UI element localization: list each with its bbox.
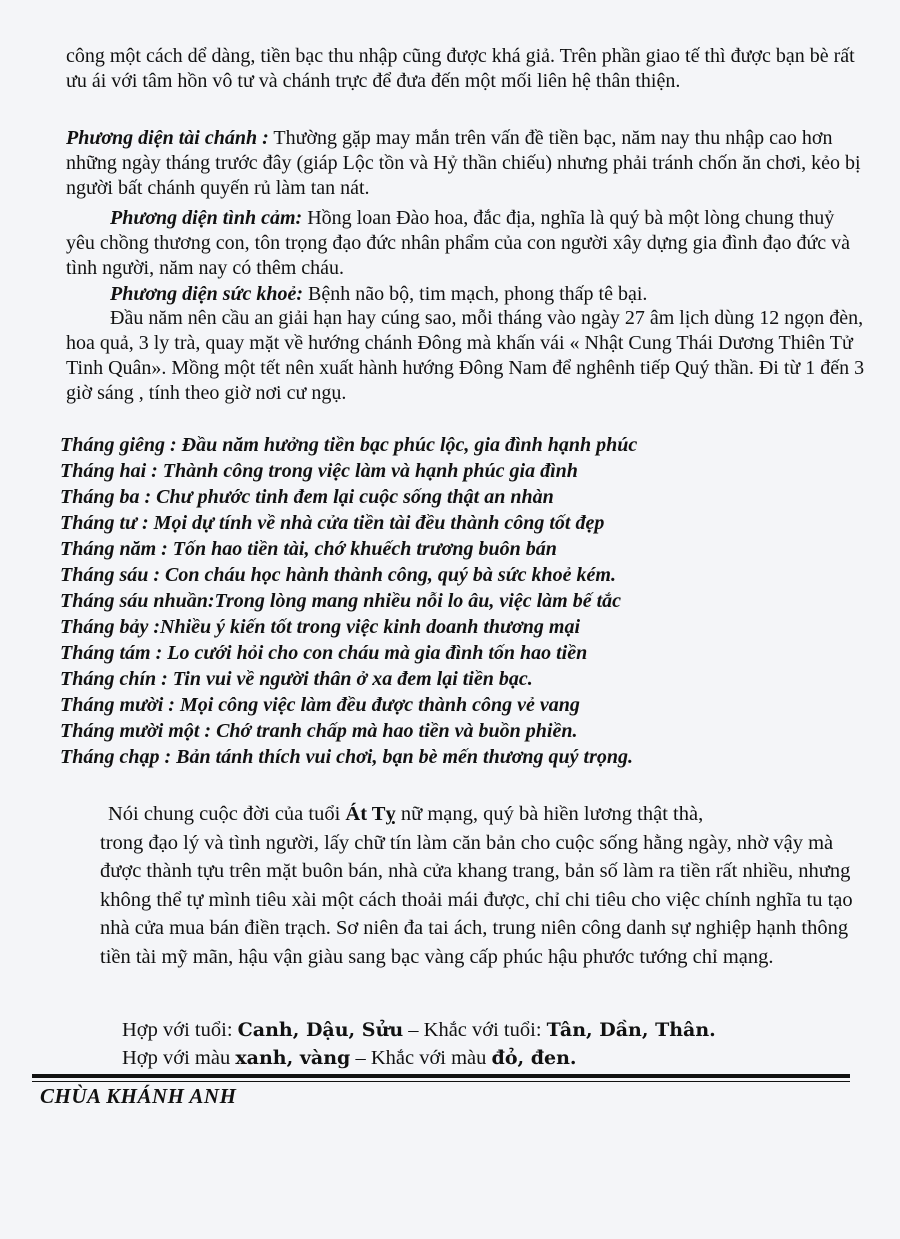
month-item: Tháng năm : Tốn hao tiền tài, chớ khuếch trương buôn bán [60, 538, 557, 560]
footer-divider-thick [32, 1074, 850, 1078]
footer-divider-thin [32, 1081, 850, 1082]
finance-label: Phương diện tài chánh : [66, 127, 269, 149]
age-good: Canh, Dậu, Sửu [237, 1019, 404, 1041]
conclusion-lead: Nói chung cuộc đời của tuổi [108, 803, 346, 825]
conclusion-rest: nữ mạng, quý bà hiền lương thật thà, [395, 803, 704, 825]
color-prefix: Hợp với màu [122, 1047, 236, 1069]
intro-text: công một cách dể dàng, tiền bạc thu nhập cũng được khá giả. Trên phần giao tế thì được bạn bè rất ưu ái với tâm hồn vô tư và chánh trực để đưa đến một mối liên hệ thân thiện. [66, 45, 855, 92]
color-good: xanh, vàng [235, 1047, 351, 1069]
month-item: Tháng mười một : Chớ tranh chấp mà hao tiền và buồn phiền. [60, 720, 578, 742]
month-item: Tháng sáu : Con cháu học hành thành công, quý bà sức khoẻ kém. [60, 564, 616, 586]
ritual-text: Đầu năm nên cầu an giải hạn hay cúng sao, mỗi tháng vào ngày 27 âm lịch dùng 12 ngọn đèn, hoa quả, 3 ly trà, quay mặt về hướng chánh Đông mà khấn vái « Nhật Cung Thái Dương Thiên Tử Tinh Quân». Mồng một tết nên xuất hành hướng Đông Nam để nghênh tiếp Quý thần. Đi từ 1 đến 3 giờ sáng , tính theo giờ nơi cư ngụ. [66, 307, 865, 404]
month-item: Tháng chạp : Bản tánh thích vui chơi, bạn bè mến thương quý trọng. [60, 746, 634, 768]
monthly-forecast-list [60, 432, 860, 770]
ritual-section [66, 306, 866, 406]
age-bad: Tân, Dần, Thân. [546, 1019, 716, 1041]
love-section [66, 206, 866, 281]
love-text: Hồng loan Đào hoa, đắc địa, nghĩa là quý bà một lòng chung thuỷ yêu chồng thương con, tôn trọng đạo đức nhân phẩm của con người xây dựng gia đình đạo đức và tình người, năm nay có thêm cháu. [66, 207, 851, 279]
month-item: Tháng mười : Mọi công việc làm đều được thành công vẻ vang [60, 694, 580, 716]
finance-text: Thường gặp may mắn trên vấn đề tiền bạc, năm nay thu nhập cao hơn những ngày tháng trước đây (giáp Lộc tồn và Hỷ thần chiếu) nhưng phải tránh chốn ăn chơi, kẻo bị người bất chánh quyến rủ làm tan nát. [66, 127, 861, 199]
month-item: Tháng chín : Tin vui về người thân ở xa đem lại tiền bạc. [60, 668, 533, 690]
compatibility-block [122, 1016, 716, 1072]
health-section [66, 282, 866, 307]
age-prefix: Hợp với tuổi: [122, 1019, 238, 1041]
finance-section [66, 126, 866, 201]
month-item: Tháng tám : Lo cưới hỏi cho con cháu mà gia đình tốn hao tiền [60, 642, 588, 664]
month-item: Tháng bảy :Nhiều ý kiến tốt trong việc kinh doanh thương mại [60, 616, 580, 638]
month-item: Tháng ba : Chư phước tinh đem lại cuộc sống thật an nhàn [60, 486, 554, 508]
color-compatibility [122, 1044, 716, 1072]
footer-org-name: CHÙA KHÁNH ANH [40, 1084, 237, 1108]
age-mid: – Khắc với tuổi: [403, 1019, 547, 1041]
conclusion-body: trong đạo lý và tình người, lấy chữ tín làm căn bản cho cuộc sống hằng ngày, nhờ vậy mà được thành tựu trên mặt buôn bán, nhà cửa khang trang, bản số làm ra tiền rất nhiều, nhưng không thể tự mình tiêu xài một cách thoải mái được, chỉ chi tiêu cho việc chính nghĩa tu tạo nhà cửa mua bán điền trạch. Sơ niên đa tai ách, trung niên công danh sự nghiệp hạnh thông tiền tài mỹ mãn, hậu vận giàu sang bạc vàng cấp phúc hậu phước tướng chỉ mạng. [100, 831, 853, 968]
month-item: Tháng sáu nhuần:Trong lòng mang nhiều nỗi lo âu, việc làm bế tắc [60, 590, 622, 612]
color-bad: đỏ, đen. [491, 1047, 577, 1069]
health-label: Phương diện sức khoẻ: [110, 283, 304, 305]
month-item: Tháng hai : Thành công trong việc làm và hạnh phúc gia đình [60, 460, 578, 482]
month-item: Tháng giêng : Đầu năm hưởng tiền bạc phúc lộc, gia đình hạnh phúc [60, 434, 638, 456]
color-mid: – Khắc với màu [350, 1047, 492, 1069]
health-text: Bệnh não bộ, tim mạch, phong thấp tê bại. [303, 283, 648, 305]
conclusion-paragraph [100, 800, 868, 971]
month-item: Tháng tư : Mọi dự tính về nhà cửa tiền tài đều thành công tốt đẹp [60, 512, 605, 534]
intro-paragraph [66, 44, 866, 94]
love-label: Phương diện tình cảm: [110, 207, 303, 229]
age-compatibility [122, 1016, 716, 1044]
conclusion-age: Át Tỵ [345, 803, 396, 825]
